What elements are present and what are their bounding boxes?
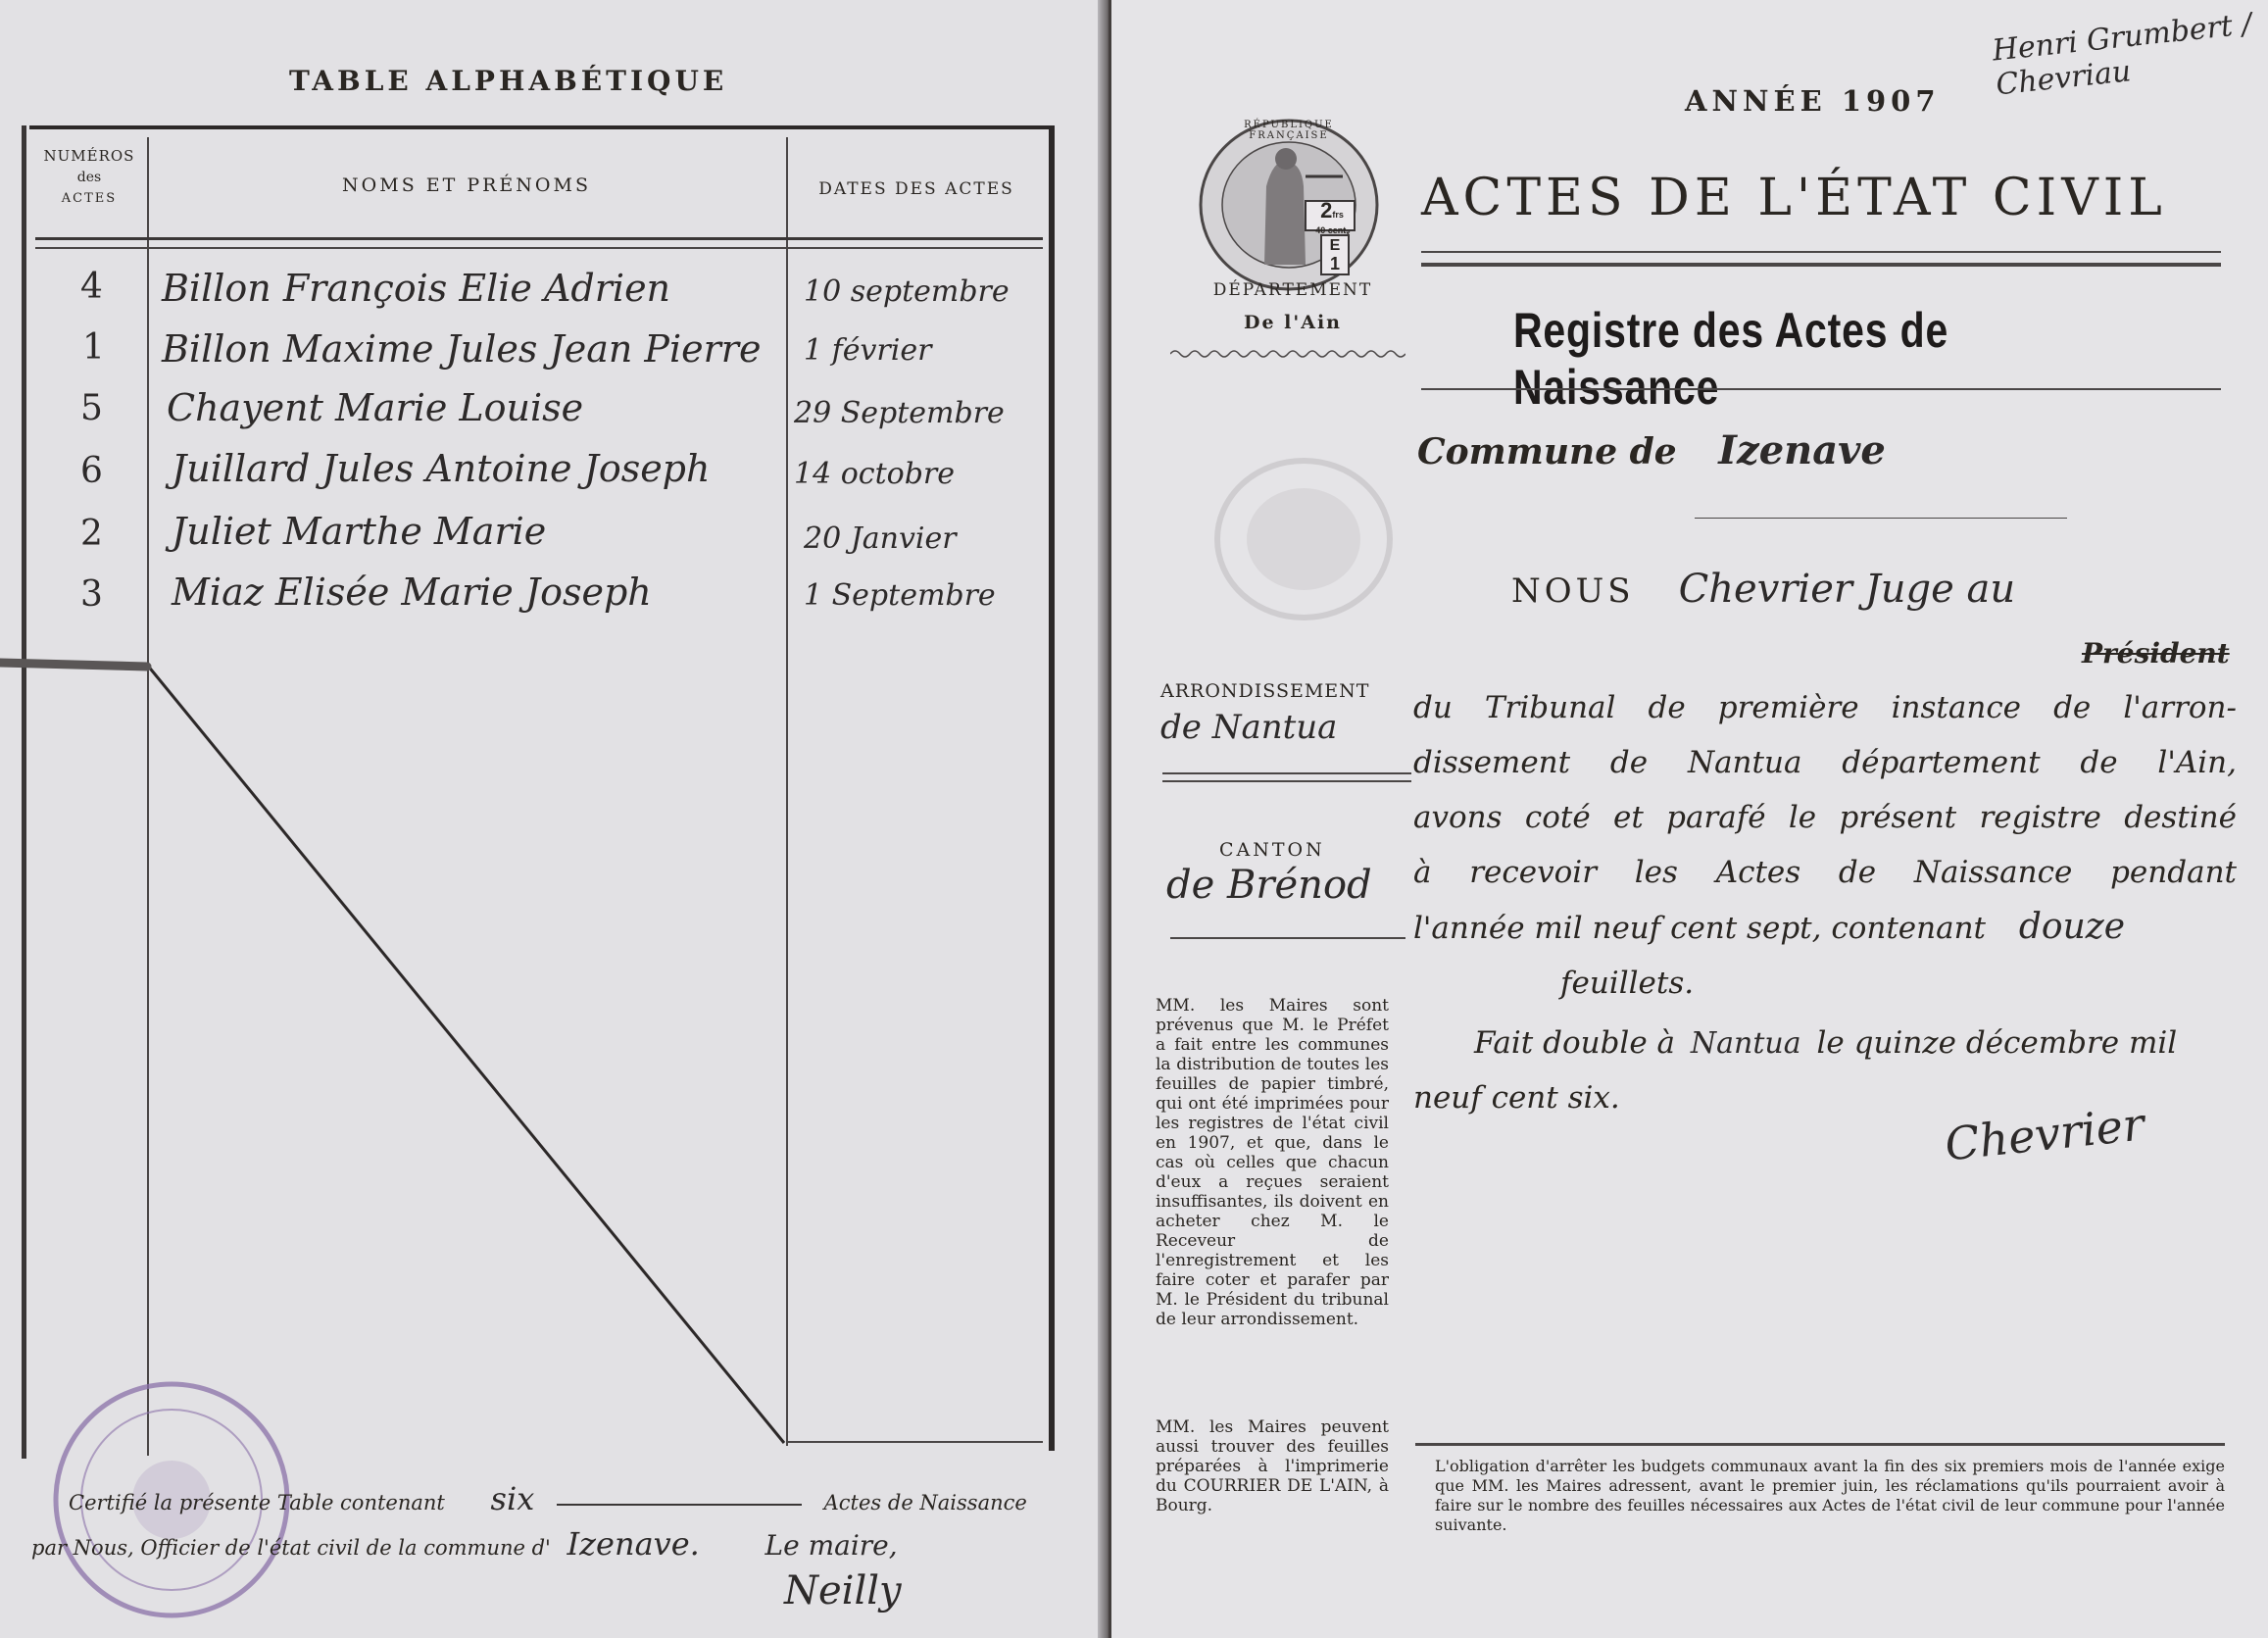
- row-name: Miaz Elisée Marie Joseph: [172, 571, 652, 614]
- bottom-note-rule: [1415, 1443, 2225, 1446]
- year-label: ANNÉE 1907: [1685, 84, 1941, 118]
- bottom-note: L'obligation d'arrêter les budgets communaux avant la fin des six premiers mois de l'année exige que MM. les Maires adressent, avant le premier juin, les réclamations qu'ils pourraient avoir à faire sur le nombre des feuilles nécessaires aux Actes de l'état civil de leur commune pour l'année suivante.: [1435, 1457, 2225, 1534]
- side-rule-3: [1170, 937, 1405, 939]
- fait-post: le quinze décembre mil: [1816, 1025, 2178, 1061]
- stamp-price-top: 2: [1320, 198, 1333, 223]
- canton-label: CANTON: [1219, 839, 1325, 861]
- president-text: Président: [2082, 637, 2230, 670]
- stamp-price: [1307, 200, 1356, 235]
- stamp-price-unit: frs: [1332, 210, 1344, 220]
- footer-role: Le maire,: [764, 1529, 898, 1562]
- fait-pre: Fait double à: [1474, 1025, 1676, 1061]
- fiscal-stamp: [1196, 118, 1382, 292]
- stamp-price-cents: 40 cent.: [1315, 225, 1349, 235]
- header-numeros-1: NUMÉROS: [43, 147, 135, 165]
- row-number: 4: [80, 267, 103, 307]
- arrondissement-value: de Nantua: [1160, 708, 1338, 747]
- body-line: à recevoir les Actes de Naissance pendant: [1413, 855, 2237, 890]
- footer-certifie: Certifié la présente Table contenant: [69, 1491, 445, 1514]
- commune-rule: [1695, 518, 2067, 519]
- footer-line-1: [69, 1480, 1059, 1517]
- row-date: 20 Janvier: [804, 521, 957, 556]
- arrondissement-label: ARRONDISSEMENT: [1160, 680, 1370, 702]
- row-number: 3: [80, 574, 103, 615]
- body-line: avons coté et parafé le présent registre destiné: [1413, 800, 2237, 835]
- header-noms: NOMS ET PRÉNOMS: [342, 174, 591, 196]
- row-date: 1 février: [804, 333, 932, 368]
- departement-label: DÉPARTEMENT: [1212, 280, 1373, 300]
- row-number: 2: [80, 514, 103, 554]
- row-number: 1: [82, 327, 105, 368]
- commune-row: [1417, 427, 1886, 473]
- row-name: Chayent Marie Louise: [167, 386, 584, 429]
- row-date: 14 octobre: [794, 457, 955, 491]
- side-rule-2: [1162, 780, 1411, 782]
- title-rule-2: [1421, 263, 2221, 267]
- nous-row: [1511, 567, 2246, 612]
- nous-label: NOUS: [1511, 571, 1635, 611]
- row-date: 29 Septembre: [794, 396, 1005, 430]
- footer-line-2: [31, 1525, 1070, 1563]
- departement-name: De l'Ain: [1244, 312, 1342, 333]
- stamp-ring-text: RÉPUBLIQUE FRANÇAISE: [1244, 120, 1334, 141]
- row-number: 5: [80, 388, 103, 428]
- register-rule: [1421, 388, 2221, 390]
- president-label: [2082, 637, 2230, 670]
- wavy-rule: [1170, 348, 1405, 360]
- nous-value: Chevrier Juge au: [1678, 567, 2016, 612]
- fait-line-2: neuf cent six.: [1413, 1080, 1620, 1116]
- left-page: [0, 0, 1106, 1638]
- header-numeros-2: des: [76, 170, 102, 185]
- body-line: du Tribunal de première instance de l'arron-: [1413, 690, 2237, 725]
- side-note-2: MM. les Maires peuvent aussi trouver des feuilles préparées à l'imprimerie du COURRIER DE L'AIN, à Bourg.: [1156, 1417, 1389, 1515]
- stamp-letter-e: E: [1329, 237, 1341, 254]
- footer-count: six: [490, 1480, 535, 1517]
- canton-value: de Brénod: [1166, 863, 1372, 908]
- row-date: 1 Septembre: [804, 578, 996, 613]
- register-title: Registre des Actes de Naissance: [1513, 303, 1949, 415]
- row-name: Juliet Marthe Marie: [172, 510, 547, 553]
- body-text: [1413, 680, 2237, 1011]
- footer-actes: Actes de Naissance: [823, 1491, 1027, 1514]
- row-name: Billon François Elie Adrien: [162, 267, 671, 310]
- main-title: ACTES DE L'ÉTAT CIVIL: [1421, 169, 2167, 227]
- row-date: 10 septembre: [804, 274, 1010, 309]
- side-note-1: MM. les Maires sont prévenus que M. le Préfet a fait entre les communes la distribution de toutes les feuilles de papier timbré, qui ont été imprimées pour les registres de l'état civil en 1907, et que, dans le cas où celles que chacun d'eux a reçues seraient insuffisantes, ils doivent en acheter chez M. le Receveur de l'enregistrement et les faire coter et parafer par M. le Président du tribunal de leur arrondissement.: [1156, 996, 1389, 1329]
- footer-dash: [557, 1504, 802, 1506]
- body-line-annee: l'année mil neuf cent sept, contenant: [1413, 911, 1986, 946]
- row-name: Juillard Jules Antoine Joseph: [172, 447, 711, 490]
- table-title: TABLE ALPHABÉTIQUE: [289, 65, 728, 97]
- body-line: feuillets.: [1560, 966, 1695, 1001]
- row-name: Billon Maxime Jules Jean Pierre: [162, 327, 762, 371]
- commune-label: Commune de: [1417, 431, 1677, 472]
- stamp-number: 1: [1329, 254, 1340, 273]
- header-dates: DATES DES ACTES: [818, 179, 1014, 199]
- right-page: [1111, 0, 2268, 1638]
- judge-signature: Chevrier: [1942, 1097, 2147, 1171]
- footer-commune: Izenave.: [567, 1525, 700, 1563]
- title-rule-1: [1421, 251, 2221, 253]
- side-rule-1: [1162, 772, 1411, 774]
- header-numeros-3: ACTES: [61, 191, 118, 206]
- fait-place: Nantua: [1690, 1026, 1801, 1061]
- top-annotation: Henri Grumbert / Chevriau: [1991, 7, 2254, 103]
- body-line: dissement de Nantua département de l'Ain,: [1413, 745, 2237, 780]
- fait-line-1: [1474, 1025, 2248, 1061]
- commune-value: Izenave: [1718, 427, 1886, 473]
- row-number: 6: [80, 451, 103, 491]
- footer-par-nous: par Nous, Officier de l'état civil de la commune d': [31, 1536, 551, 1560]
- sheet-count: douze: [2018, 907, 2126, 947]
- stamp-letter: [1323, 237, 1347, 273]
- embossed-seal-icon: [1206, 451, 1402, 627]
- body-line: [1413, 900, 2237, 956]
- footer-signature: Neilly: [784, 1568, 902, 1613]
